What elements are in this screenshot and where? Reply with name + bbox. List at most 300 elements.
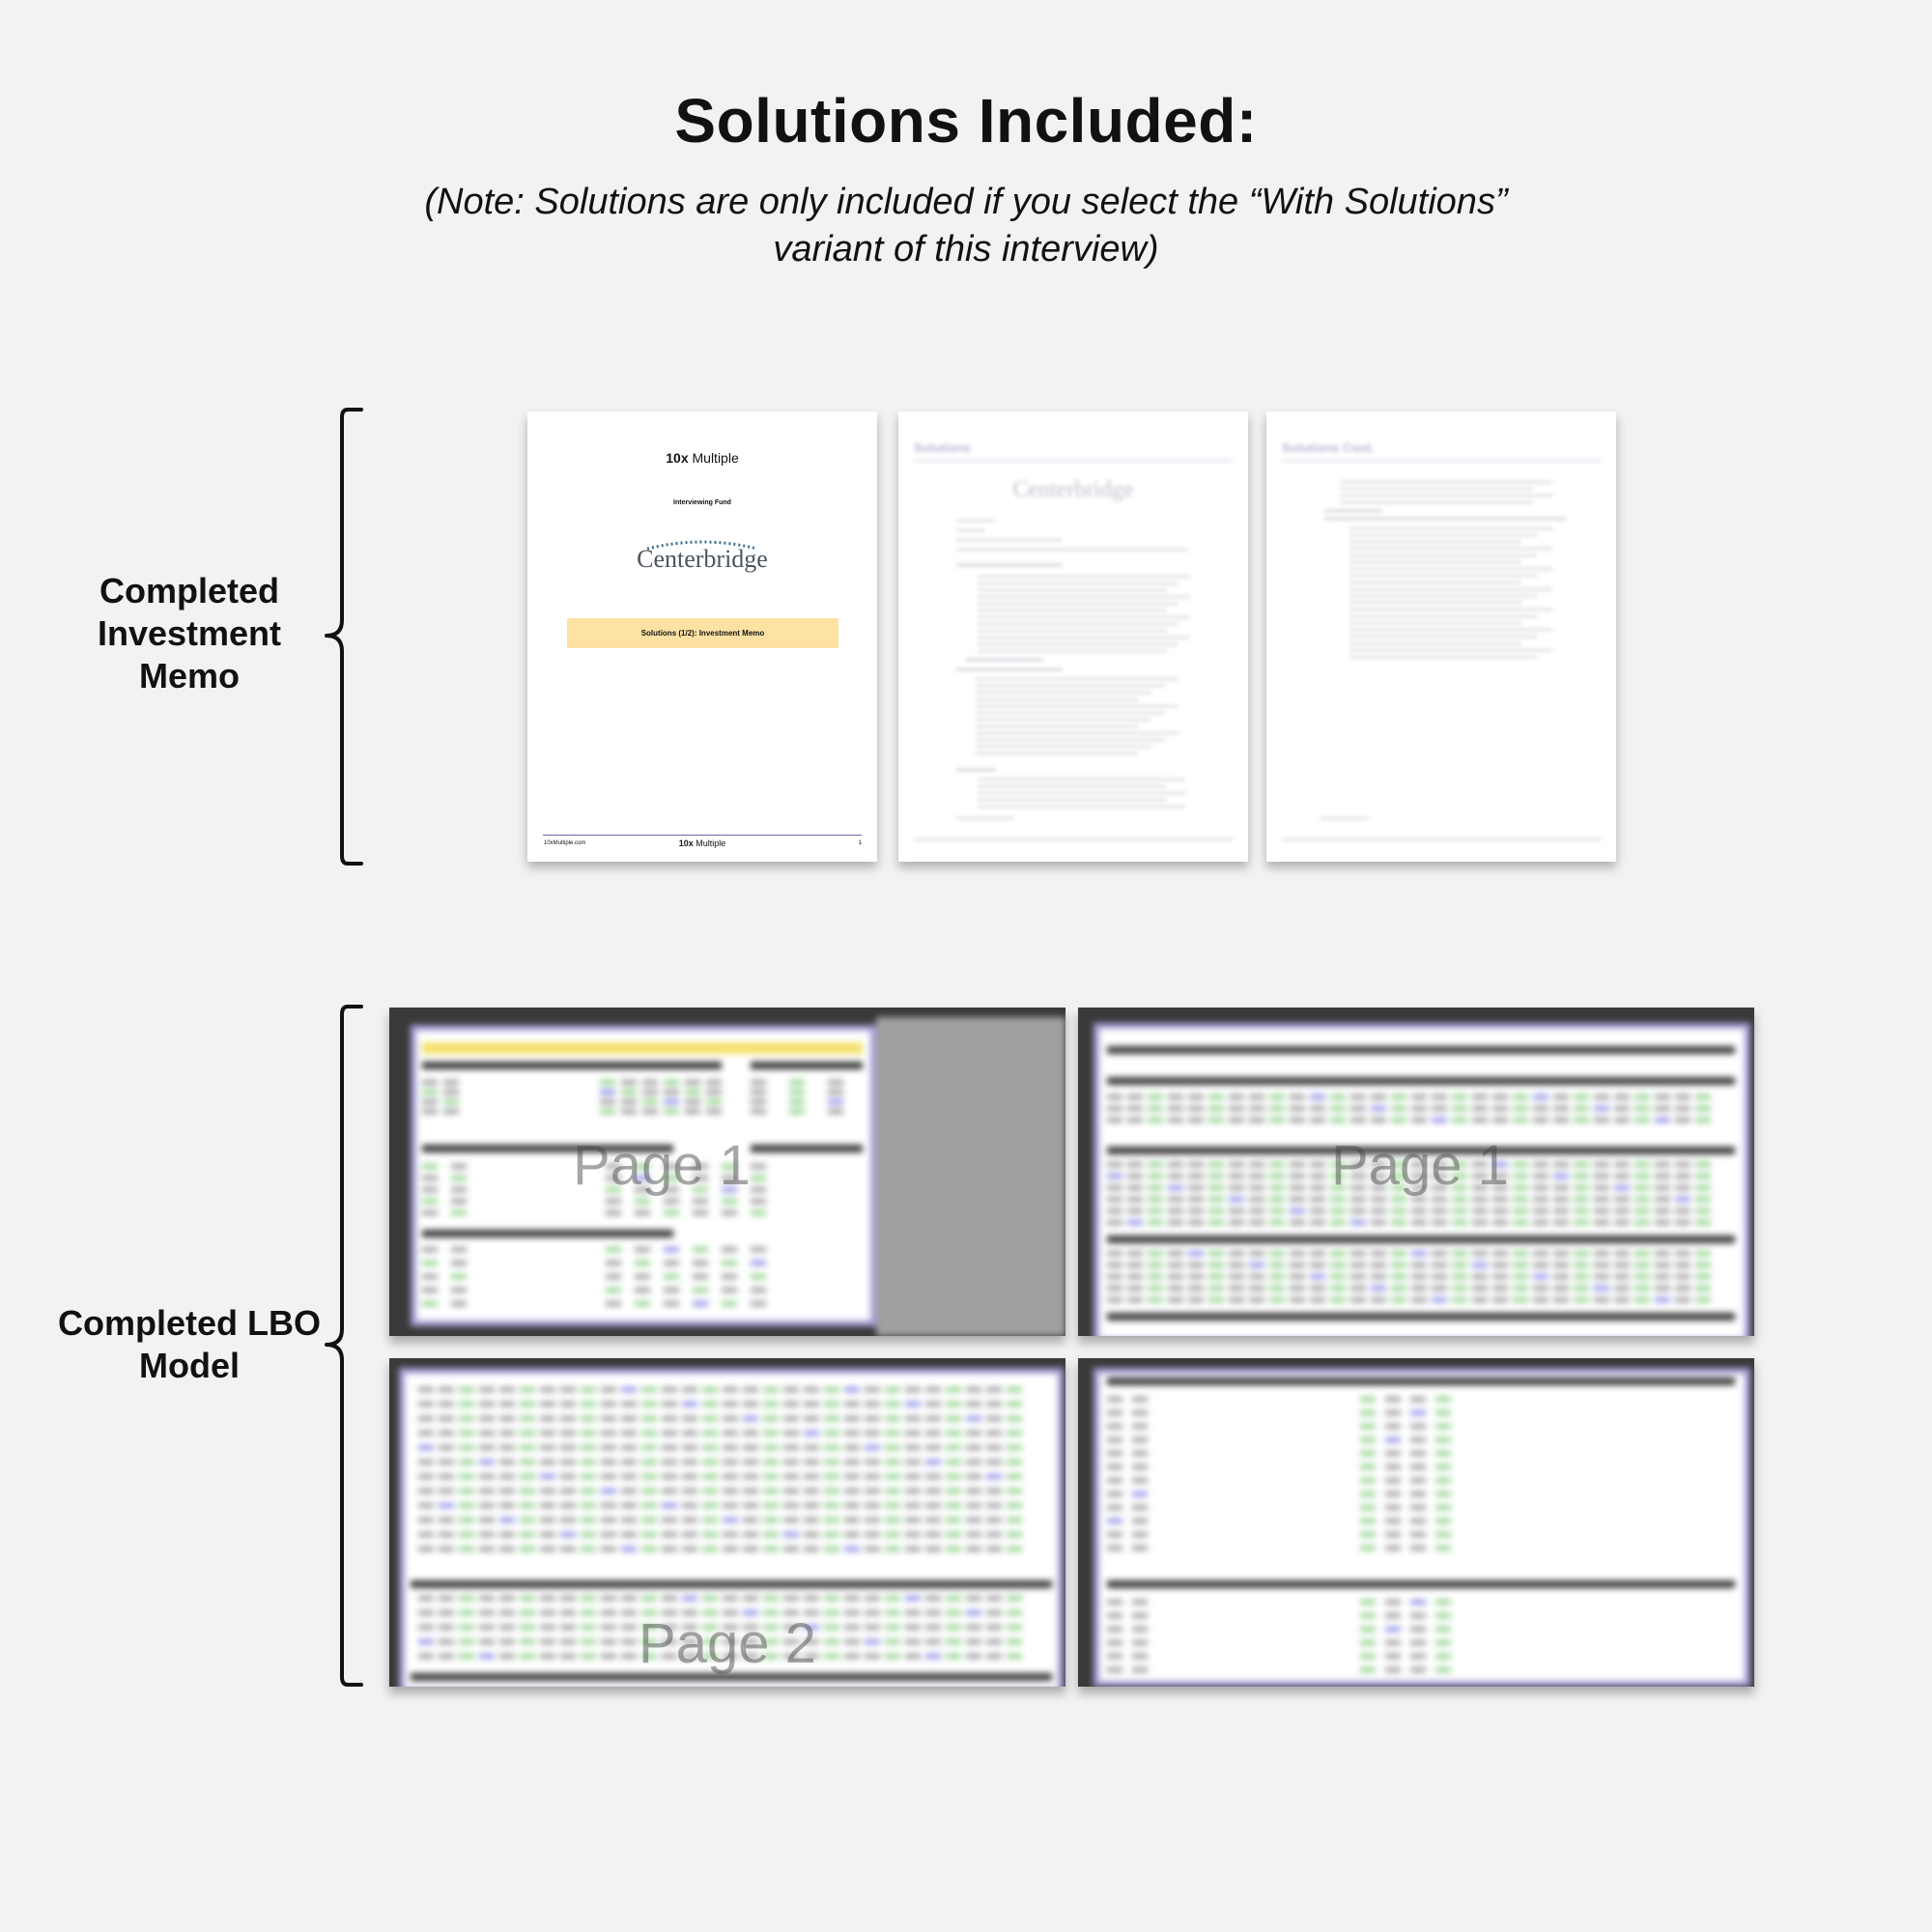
- sheet-cell: [804, 1474, 819, 1479]
- sheet-cell: [1208, 1297, 1224, 1302]
- sheet-cell: [966, 1610, 981, 1615]
- sheet-cell: [621, 1547, 637, 1551]
- sheet-cell: [635, 1210, 650, 1215]
- sheet-cell: [1132, 1654, 1148, 1659]
- sheet-cell: [1229, 1106, 1244, 1111]
- sheet-cell: [885, 1460, 900, 1464]
- sheet-cell: [1614, 1208, 1630, 1213]
- sheet-cell: [1007, 1387, 1022, 1392]
- sheet-cell: [905, 1503, 921, 1508]
- sheet-cell: [459, 1387, 474, 1392]
- text-line: [978, 779, 1185, 781]
- sheet-cell: [804, 1460, 819, 1464]
- sheet-cell: [1350, 1220, 1366, 1225]
- sheet-cell: [1614, 1286, 1630, 1291]
- sheet-cell: [664, 1274, 679, 1279]
- sheet-cell: [606, 1274, 621, 1279]
- sheet-cell: [783, 1431, 799, 1435]
- sheet-cell: [1432, 1263, 1447, 1267]
- sheet-cell: [1614, 1197, 1630, 1202]
- sheet-cell: [743, 1416, 758, 1421]
- sheet-cell: [1208, 1286, 1224, 1291]
- sheet-cell: [723, 1402, 738, 1406]
- sheet-cell: [439, 1532, 454, 1537]
- sheet-cell: [682, 1460, 697, 1464]
- sheet-cell: [966, 1625, 981, 1630]
- sheet-cell: [1553, 1185, 1569, 1190]
- sheet-cell: [946, 1445, 961, 1450]
- sheet-cell: [885, 1610, 900, 1615]
- sheet-cell: [560, 1445, 576, 1450]
- sheet-cell: [520, 1639, 535, 1644]
- sheet-cell: [966, 1445, 981, 1450]
- sheet-cell: [905, 1387, 921, 1392]
- sheet-cell: [1410, 1437, 1426, 1442]
- sheet-cell: [1208, 1174, 1224, 1179]
- sheet-cell: [1360, 1654, 1376, 1659]
- sheet-cell: [1634, 1220, 1650, 1225]
- sheet-cell: [1655, 1174, 1670, 1179]
- sheet-cell: [1229, 1174, 1244, 1179]
- sheet-cell: [621, 1080, 637, 1085]
- text-line: [1350, 575, 1537, 577]
- sheet-cell: [1107, 1251, 1122, 1256]
- sheet-cell: [1492, 1297, 1508, 1302]
- sheet-cell: [722, 1261, 737, 1265]
- sheet-cell: [1411, 1263, 1427, 1267]
- sheet-cell: [520, 1610, 535, 1615]
- sheet-cell: [1634, 1297, 1650, 1302]
- sheet-cell: [560, 1639, 576, 1644]
- sheet-cell: [1148, 1162, 1163, 1167]
- sheet-cell: [1168, 1220, 1183, 1225]
- sheet-cell: [946, 1532, 961, 1537]
- footer-brand: [527, 838, 877, 848]
- sheet-cell: [1533, 1251, 1548, 1256]
- text-line: [956, 520, 995, 522]
- text-line: [956, 817, 1014, 819]
- sheet-cell: [1675, 1174, 1690, 1179]
- page2-heading: Solutions: [914, 440, 972, 455]
- sheet-cell: [783, 1532, 799, 1537]
- sheet-cell: [662, 1431, 677, 1435]
- sheet-cell: [560, 1474, 576, 1479]
- sheet-cell: [986, 1654, 1002, 1659]
- sheet-cell: [865, 1610, 880, 1615]
- sheet-cell: [763, 1445, 779, 1450]
- sheet-cell: [1435, 1546, 1451, 1550]
- sheet-cell: [1391, 1251, 1406, 1256]
- sheet-cell: [693, 1247, 708, 1252]
- sheet-cell: [1188, 1162, 1204, 1167]
- sheet-cell: [946, 1460, 961, 1464]
- sheet-cell: [844, 1387, 860, 1392]
- sheet-cell: [499, 1547, 515, 1551]
- sheet-cell: [865, 1489, 880, 1493]
- text-line: [1340, 495, 1552, 497]
- sheet-cell: [1188, 1274, 1204, 1279]
- sheet-cell: [946, 1518, 961, 1522]
- sheet-cell: [581, 1387, 596, 1392]
- sheet-cell: [1410, 1627, 1426, 1632]
- sheet-cell: [905, 1610, 921, 1615]
- sheet-cell: [662, 1445, 677, 1450]
- sheet-cell: [520, 1518, 535, 1522]
- sheet-cell: [1411, 1297, 1427, 1302]
- sheet-cell: [1533, 1274, 1548, 1279]
- sheet-cell: [1675, 1297, 1690, 1302]
- sheet-cell: [1360, 1667, 1376, 1672]
- sheet-cell: [1350, 1274, 1366, 1279]
- sheet-cell: [828, 1080, 843, 1085]
- sheet-cell: [1452, 1251, 1467, 1256]
- sheet-cell: [601, 1610, 616, 1615]
- sheet-cell: [1371, 1094, 1386, 1099]
- footer-brand-suffix: Multiple: [696, 838, 726, 848]
- sheet-cell: [1168, 1174, 1183, 1179]
- sheet-cell: [1007, 1596, 1022, 1601]
- sheet-cell: [1472, 1297, 1488, 1302]
- footer-brand-prefix: 10x: [678, 838, 694, 848]
- sheet-cell: [1594, 1274, 1609, 1279]
- sheet-cell: [722, 1274, 737, 1279]
- sheet-cell: [1188, 1118, 1204, 1122]
- sheet-cell: [1695, 1208, 1711, 1213]
- sheet-cell: [751, 1080, 766, 1085]
- sheet-cell: [1360, 1424, 1376, 1429]
- sheet-cell: [783, 1547, 799, 1551]
- sheet-cell: [422, 1301, 438, 1306]
- sheet-cell: [1614, 1185, 1630, 1190]
- sheet-cell: [439, 1518, 454, 1522]
- sheet-cell: [1269, 1208, 1285, 1213]
- sheet-cell: [946, 1625, 961, 1630]
- sheet-cell: [1132, 1492, 1148, 1496]
- sheet-cell: [479, 1518, 495, 1522]
- sheet-cell: [865, 1474, 880, 1479]
- sheet-cell: [1290, 1106, 1305, 1111]
- sheet-cell: [1249, 1297, 1264, 1302]
- sheet-cell: [1472, 1094, 1488, 1099]
- text-line: [978, 589, 1167, 591]
- sheet-cell: [520, 1402, 535, 1406]
- sheet-cell: [664, 1099, 679, 1104]
- sheet-cell: [702, 1431, 718, 1435]
- sheet-cell: [662, 1387, 677, 1392]
- sheet-cell: [664, 1301, 679, 1306]
- sheet-cell: [479, 1596, 495, 1601]
- sheet-cell: [1127, 1106, 1143, 1111]
- sheet-cell: [1385, 1532, 1401, 1537]
- sheet-cell: [702, 1387, 718, 1392]
- sheet-cell: [1269, 1162, 1285, 1167]
- sheet-cell: [1132, 1410, 1148, 1415]
- sheet-cell: [1472, 1263, 1488, 1267]
- sheet-cell: [723, 1532, 738, 1537]
- sheet-cell: [763, 1416, 779, 1421]
- sheet-cell: [946, 1489, 961, 1493]
- memo-bracket: [319, 406, 367, 869]
- sheet-cell: [451, 1247, 467, 1252]
- sheet-cell: [1574, 1263, 1589, 1267]
- sheet-cell: [1435, 1532, 1451, 1537]
- sheet-cell: [1574, 1118, 1589, 1122]
- text-line: [956, 769, 995, 771]
- sheet-cell: [1513, 1251, 1528, 1256]
- sheet-cell: [1350, 1106, 1366, 1111]
- text-line: [1350, 629, 1552, 631]
- sheet-cell: [1655, 1208, 1670, 1213]
- sheet-cell: [1269, 1118, 1285, 1122]
- sheet-cell: [865, 1639, 880, 1644]
- sheet-cell: [621, 1532, 637, 1537]
- sheet-cell: [925, 1596, 941, 1601]
- sheet-cell: [459, 1639, 474, 1644]
- sheet-cell: [1513, 1118, 1528, 1122]
- sheet-cell: [621, 1099, 637, 1104]
- sheet-cell: [925, 1387, 941, 1392]
- sheet-cell: [1208, 1197, 1224, 1202]
- sheet-cell: [1655, 1185, 1670, 1190]
- sheet-cell: [520, 1625, 535, 1630]
- sheet-cell: [1385, 1464, 1401, 1469]
- sheet2-watermark: Page 1: [1331, 1134, 1509, 1197]
- sheet-cell: [1290, 1251, 1305, 1256]
- sheet-cell: [702, 1596, 718, 1601]
- sheet-cell: [743, 1387, 758, 1392]
- sheet-cell: [783, 1489, 799, 1493]
- sheet-cell: [789, 1099, 805, 1104]
- sheet-cell: [1249, 1174, 1264, 1179]
- sheet-cell: [459, 1474, 474, 1479]
- sheet-cell: [1107, 1505, 1122, 1510]
- sheet-cell: [1107, 1532, 1122, 1537]
- sheet-cell: [560, 1402, 576, 1406]
- sheet-cell: [1492, 1106, 1508, 1111]
- sheet-cell: [986, 1402, 1002, 1406]
- sheet-cell: [1492, 1274, 1508, 1279]
- sheet-cell: [966, 1532, 981, 1537]
- sheet-cell: [905, 1596, 921, 1601]
- lbo-sheet-4: [1078, 1358, 1754, 1687]
- sheet-cell: [1107, 1492, 1122, 1496]
- sheet-cell: [1127, 1274, 1143, 1279]
- sheet-cell: [1310, 1106, 1325, 1111]
- sheet-cell: [824, 1654, 839, 1659]
- sheet-cell: [905, 1532, 921, 1537]
- text-line: [1324, 518, 1566, 520]
- sheet-cell: [1634, 1118, 1650, 1122]
- sheet-cell: [621, 1639, 637, 1644]
- sheet-cell: [844, 1489, 860, 1493]
- sheet-cell: [804, 1518, 819, 1522]
- sheet-cell: [479, 1460, 495, 1464]
- sheet-cell: [451, 1274, 467, 1279]
- sheet-cell: [702, 1402, 718, 1406]
- sheet-cell: [439, 1639, 454, 1644]
- sheet-cell: [1269, 1106, 1285, 1111]
- sheet-cell: [1168, 1297, 1183, 1302]
- sheet-cell: [1188, 1263, 1204, 1267]
- sheet-cell: [1132, 1519, 1148, 1523]
- sheet-cell: [581, 1625, 596, 1630]
- sheet-cell: [1594, 1220, 1609, 1225]
- sheet-cell: [439, 1445, 454, 1450]
- sheet-cell: [1132, 1546, 1148, 1550]
- sheet-cell: [723, 1387, 738, 1392]
- sheet-cell: [1655, 1197, 1670, 1202]
- sheet-cell: [621, 1109, 637, 1114]
- sheet-cell: [1410, 1451, 1426, 1456]
- sheet-cell: [1360, 1519, 1376, 1523]
- sheet-cell: [422, 1109, 438, 1114]
- sheet-cell: [641, 1431, 657, 1435]
- sheet-cell: [1132, 1613, 1148, 1618]
- sheet-cell: [1148, 1208, 1163, 1213]
- sheet-cell: [1452, 1286, 1467, 1291]
- sheet-cell: [885, 1445, 900, 1450]
- sheet-cell: [418, 1445, 434, 1450]
- sheet-cell: [1107, 1094, 1122, 1099]
- sheet-cell: [1132, 1478, 1148, 1483]
- sheet-cell: [1435, 1640, 1451, 1645]
- sheet-cell: [1553, 1251, 1569, 1256]
- sheet-cell: [540, 1518, 555, 1522]
- sheet-cell: [946, 1402, 961, 1406]
- sheet-cell: [664, 1261, 679, 1265]
- sheet-cell: [1492, 1286, 1508, 1291]
- sheet-cell: [1310, 1185, 1325, 1190]
- sheet-cell: [682, 1402, 697, 1406]
- sheet-cell: [1132, 1640, 1148, 1645]
- sheet-cell: [1435, 1397, 1451, 1402]
- sheet-cell: [621, 1090, 637, 1094]
- sheet-cell: [1452, 1220, 1467, 1225]
- sheet-cell: [702, 1503, 718, 1508]
- sheet-cell: [1472, 1286, 1488, 1291]
- sheet-cell: [885, 1503, 900, 1508]
- sheet-cell: [418, 1639, 434, 1644]
- text-line: [956, 539, 1063, 541]
- sheet-cell: [479, 1416, 495, 1421]
- sheet-cell: [1168, 1274, 1183, 1279]
- sheet-cell: [1350, 1263, 1366, 1267]
- sheet-cell: [751, 1288, 766, 1293]
- sheet-cell: [520, 1596, 535, 1601]
- sheet-cell: [443, 1090, 459, 1094]
- sheet-cell: [1330, 1106, 1346, 1111]
- sheet-cell: [1107, 1654, 1122, 1659]
- centerbridge-logo: Centerbridge: [637, 545, 768, 573]
- sheet-cell: [621, 1431, 637, 1435]
- sheet-cell: [422, 1261, 438, 1265]
- sheet-cell: [1533, 1094, 1548, 1099]
- sheet-cell: [581, 1610, 596, 1615]
- sheet-cell: [1371, 1263, 1386, 1267]
- sheet-cell: [1127, 1185, 1143, 1190]
- sheet-cell: [693, 1210, 708, 1215]
- sheet-cell: [1310, 1094, 1325, 1099]
- sheet-cell: [601, 1416, 616, 1421]
- sheet-cell: [1132, 1532, 1148, 1537]
- page-title: Solutions Included:: [674, 86, 1258, 156]
- sheet-cell: [1310, 1208, 1325, 1213]
- sheet-cell: [641, 1518, 657, 1522]
- sheet-cell: [1007, 1474, 1022, 1479]
- sheet-cell: [1107, 1667, 1122, 1672]
- sheet-cell: [1634, 1263, 1650, 1267]
- sheet-cell: [1132, 1505, 1148, 1510]
- text-line: [976, 712, 1165, 714]
- sheet-cell: [1452, 1118, 1467, 1122]
- sheet-cell: [499, 1431, 515, 1435]
- sheet-cell: [986, 1596, 1002, 1601]
- sheet-cell: [1107, 1519, 1122, 1523]
- sheet-cell: [499, 1639, 515, 1644]
- sheet-cell: [479, 1474, 495, 1479]
- sheet-cell: [1410, 1519, 1426, 1523]
- sheet-cell: [723, 1489, 738, 1493]
- sheet-cell: [1132, 1600, 1148, 1605]
- sheet-cell: [1594, 1251, 1609, 1256]
- lbo-section-label: Completed LBO Model: [58, 1303, 322, 1385]
- sheet-cell: [905, 1547, 921, 1551]
- sheet-cell: [1675, 1185, 1690, 1190]
- sheet-cell: [1127, 1208, 1143, 1213]
- sheet-cell: [1594, 1197, 1609, 1202]
- cover-banner: Solutions (1/2): Investment Memo: [567, 618, 838, 648]
- sheet-cell: [621, 1596, 637, 1601]
- sheet-cell: [1208, 1094, 1224, 1099]
- sheet-cell: [418, 1532, 434, 1537]
- text-line: [1350, 649, 1552, 651]
- sheet-cell: [459, 1596, 474, 1601]
- sheet-cell: [1411, 1106, 1427, 1111]
- sheet-cell: [1249, 1185, 1264, 1190]
- sheet-cell: [662, 1489, 677, 1493]
- sheet-cell: [1350, 1286, 1366, 1291]
- sheet-cell: [581, 1596, 596, 1601]
- sheet-cell: [1127, 1220, 1143, 1225]
- sheet-cell: [966, 1460, 981, 1464]
- sheet-cell: [1107, 1424, 1122, 1429]
- sheet-cell: [925, 1654, 941, 1659]
- sheet-cell: [1310, 1286, 1325, 1291]
- sheet-cell: [641, 1547, 657, 1551]
- text-line: [976, 739, 1165, 741]
- sheet-cell: [946, 1503, 961, 1508]
- sheet-cell: [1290, 1094, 1305, 1099]
- sheet-cell: [1513, 1197, 1528, 1202]
- sheet-cell: [1188, 1208, 1204, 1213]
- sheet-cell: [621, 1387, 637, 1392]
- sheet-cell: [422, 1080, 438, 1085]
- sheet-cell: [1432, 1286, 1447, 1291]
- sheet-cell: [1695, 1297, 1711, 1302]
- sheet-cell: [1385, 1451, 1401, 1456]
- sheet-cell: [1132, 1397, 1148, 1402]
- sheet-cell: [865, 1387, 880, 1392]
- sheet-cell: [1148, 1174, 1163, 1179]
- sheet-cell: [641, 1532, 657, 1537]
- sheet-cell: [560, 1596, 576, 1601]
- sheet-cell: [439, 1610, 454, 1615]
- sheet-cell: [1385, 1654, 1401, 1659]
- sheet-cell: [1290, 1297, 1305, 1302]
- sheet-cell: [1269, 1197, 1285, 1202]
- sheet-cell: [1148, 1094, 1163, 1099]
- sheet-cell: [1360, 1464, 1376, 1469]
